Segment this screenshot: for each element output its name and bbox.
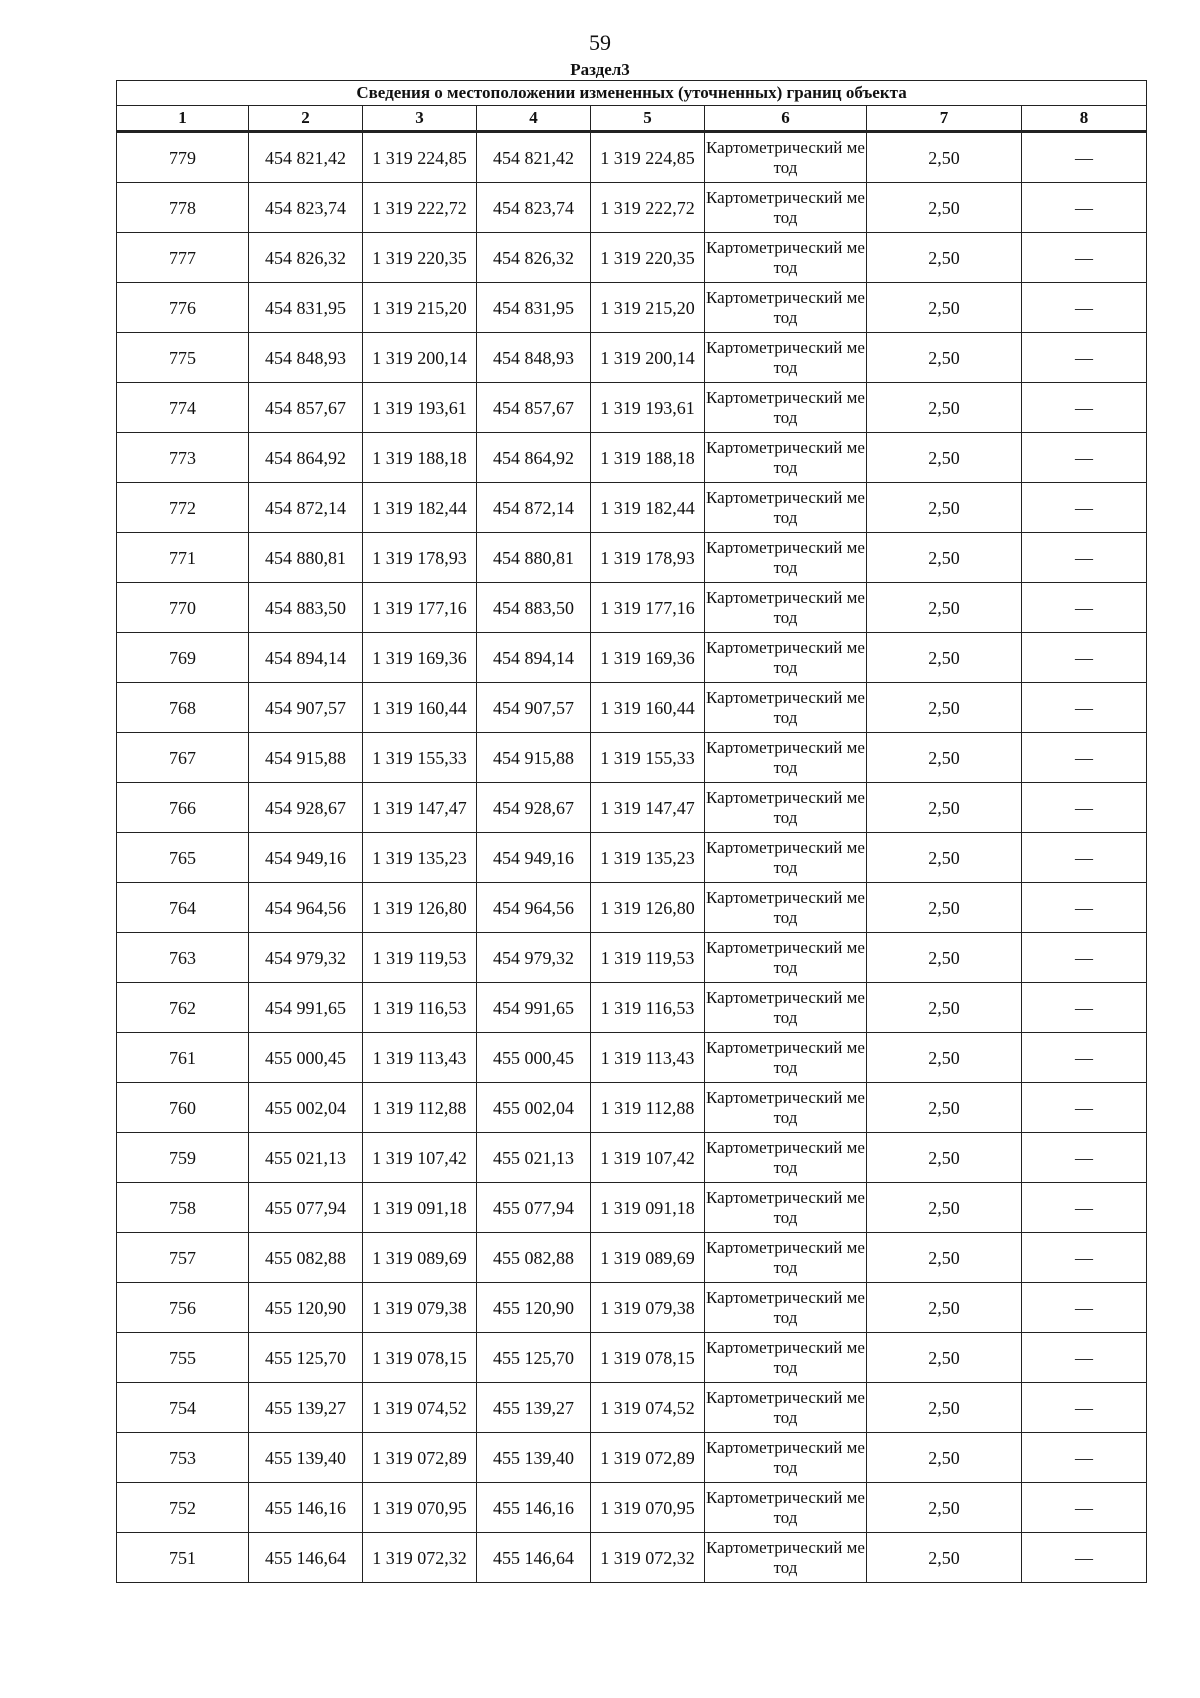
table-row [117, 933, 1147, 983]
cell-old-y: 1 319 177,16 [363, 583, 477, 633]
table-row [117, 683, 1147, 733]
cell-new-x: 454 823,74 [477, 183, 591, 233]
cell-new-y: 1 319 155,33 [591, 733, 705, 783]
table-row [117, 1333, 1147, 1383]
cell-method: Картометрический метод [705, 833, 867, 883]
cell-point-number: 773 [117, 433, 249, 483]
cell-old-y: 1 319 116,53 [363, 983, 477, 1033]
cell-new-y: 1 319 147,47 [591, 783, 705, 833]
cell-new-y: 1 319 116,53 [591, 983, 705, 1033]
cell-description: — [1022, 1233, 1147, 1283]
table-row [117, 1533, 1147, 1583]
cell-new-x: 454 826,32 [477, 233, 591, 283]
cell-method: Картометрический метод [705, 433, 867, 483]
cell-new-x: 454 857,67 [477, 383, 591, 433]
cell-new-y: 1 319 119,53 [591, 933, 705, 983]
cell-method: Картометрический метод [705, 1033, 867, 1083]
cell-old-x: 455 082,88 [249, 1233, 363, 1283]
cell-point-number: 763 [117, 933, 249, 983]
table-row [117, 533, 1147, 583]
cell-new-y: 1 319 079,38 [591, 1283, 705, 1333]
cell-new-x: 455 077,94 [477, 1183, 591, 1233]
table-row [117, 333, 1147, 383]
cell-accuracy: 2,50 [867, 633, 1022, 683]
cell-new-x: 455 146,16 [477, 1483, 591, 1533]
cell-new-x: 454 894,14 [477, 633, 591, 683]
column-number: 5 [591, 106, 705, 132]
cell-old-y: 1 319 193,61 [363, 383, 477, 433]
table-caption-row [117, 81, 1147, 106]
table-row [117, 983, 1147, 1033]
cell-old-x: 454 880,81 [249, 533, 363, 583]
cell-new-y: 1 319 126,80 [591, 883, 705, 933]
cell-accuracy: 2,50 [867, 1533, 1022, 1583]
cell-new-y: 1 319 107,42 [591, 1133, 705, 1183]
cell-method: Картометрический метод [705, 933, 867, 983]
cell-new-y: 1 319 072,89 [591, 1433, 705, 1483]
cell-method: Картометрический метод [705, 1333, 867, 1383]
cell-new-x: 455 002,04 [477, 1083, 591, 1133]
cell-new-y: 1 319 074,52 [591, 1383, 705, 1433]
cell-old-x: 454 848,93 [249, 333, 363, 383]
cell-old-y: 1 319 078,15 [363, 1333, 477, 1383]
cell-description: — [1022, 833, 1147, 883]
cell-method: Картометрический метод [705, 1283, 867, 1333]
cell-new-y: 1 319 182,44 [591, 483, 705, 533]
cell-old-x: 455 120,90 [249, 1283, 363, 1333]
cell-old-x: 455 002,04 [249, 1083, 363, 1133]
cell-description: — [1022, 683, 1147, 733]
cell-method: Картометрический метод [705, 583, 867, 633]
cell-description: — [1022, 733, 1147, 783]
cell-method: Картометрический метод [705, 283, 867, 333]
cell-new-x: 454 872,14 [477, 483, 591, 533]
cell-new-x: 454 991,65 [477, 983, 591, 1033]
cell-accuracy: 2,50 [867, 132, 1022, 183]
cell-old-y: 1 319 079,38 [363, 1283, 477, 1333]
cell-old-y: 1 319 091,18 [363, 1183, 477, 1233]
cell-new-x: 454 821,42 [477, 132, 591, 183]
cell-accuracy: 2,50 [867, 1133, 1022, 1183]
cell-description: — [1022, 1133, 1147, 1183]
cell-new-x: 455 120,90 [477, 1283, 591, 1333]
table-caption: Сведения о местоположении измененных (уточненных) границ объекта [117, 81, 1147, 106]
table-row [117, 733, 1147, 783]
cell-accuracy: 2,50 [867, 1333, 1022, 1383]
cell-accuracy: 2,50 [867, 283, 1022, 333]
cell-description: — [1022, 1083, 1147, 1133]
cell-point-number: 755 [117, 1333, 249, 1383]
table-row [117, 1183, 1147, 1233]
table-row [117, 633, 1147, 683]
cell-new-x: 454 864,92 [477, 433, 591, 483]
cell-new-y: 1 319 188,18 [591, 433, 705, 483]
cell-new-x: 455 082,88 [477, 1233, 591, 1283]
cell-point-number: 764 [117, 883, 249, 933]
cell-description: — [1022, 433, 1147, 483]
cell-old-x: 454 826,32 [249, 233, 363, 283]
table-row [117, 1433, 1147, 1483]
cell-old-y: 1 319 220,35 [363, 233, 477, 283]
cell-accuracy: 2,50 [867, 683, 1022, 733]
page-number: 59 [589, 30, 611, 55]
cell-accuracy: 2,50 [867, 533, 1022, 583]
cell-new-x: 454 848,93 [477, 333, 591, 383]
cell-point-number: 775 [117, 333, 249, 383]
cell-point-number: 779 [117, 132, 249, 183]
cell-point-number: 761 [117, 1033, 249, 1083]
table-row [117, 583, 1147, 633]
cell-old-y: 1 319 224,85 [363, 132, 477, 183]
cell-method: Картометрический метод [705, 783, 867, 833]
cell-point-number: 765 [117, 833, 249, 883]
cell-description: — [1022, 883, 1147, 933]
cell-method: Картометрический метод [705, 383, 867, 433]
cell-new-y: 1 319 220,35 [591, 233, 705, 283]
cell-description: — [1022, 1333, 1147, 1383]
cell-description: — [1022, 633, 1147, 683]
cell-new-x: 454 928,67 [477, 783, 591, 833]
cell-old-x: 454 949,16 [249, 833, 363, 883]
cell-old-y: 1 319 074,52 [363, 1383, 477, 1433]
cell-description: — [1022, 483, 1147, 533]
cell-old-y: 1 319 089,69 [363, 1233, 477, 1283]
cell-method: Картометрический метод [705, 483, 867, 533]
cell-method: Картометрический метод [705, 1383, 867, 1433]
cell-old-x: 454 872,14 [249, 483, 363, 533]
table-row [117, 833, 1147, 883]
cell-accuracy: 2,50 [867, 383, 1022, 433]
cell-new-y: 1 319 113,43 [591, 1033, 705, 1083]
cell-method: Картометрический метод [705, 333, 867, 383]
cell-description: — [1022, 783, 1147, 833]
cell-accuracy: 2,50 [867, 783, 1022, 833]
cell-old-y: 1 319 155,33 [363, 733, 477, 783]
cell-new-y: 1 319 193,61 [591, 383, 705, 433]
cell-point-number: 757 [117, 1233, 249, 1283]
boundary-table [116, 80, 1147, 1583]
cell-old-x: 454 821,42 [249, 132, 363, 183]
cell-description: — [1022, 1483, 1147, 1533]
cell-point-number: 768 [117, 683, 249, 733]
cell-old-x: 454 915,88 [249, 733, 363, 783]
cell-accuracy: 2,50 [867, 233, 1022, 283]
table-row [117, 883, 1147, 933]
cell-old-x: 455 146,64 [249, 1533, 363, 1583]
table-row [117, 383, 1147, 433]
cell-method: Картометрический метод [705, 1183, 867, 1233]
cell-old-y: 1 319 119,53 [363, 933, 477, 983]
cell-old-x: 454 883,50 [249, 583, 363, 633]
cell-method: Картометрический метод [705, 1233, 867, 1283]
cell-point-number: 759 [117, 1133, 249, 1183]
cell-new-y: 1 319 215,20 [591, 283, 705, 333]
cell-accuracy: 2,50 [867, 1033, 1022, 1083]
cell-old-y: 1 319 126,80 [363, 883, 477, 933]
cell-method: Картометрический метод [705, 1533, 867, 1583]
cell-old-y: 1 319 215,20 [363, 283, 477, 333]
cell-old-y: 1 319 200,14 [363, 333, 477, 383]
cell-new-x: 454 883,50 [477, 583, 591, 633]
cell-old-y: 1 319 107,42 [363, 1133, 477, 1183]
cell-old-y: 1 319 222,72 [363, 183, 477, 233]
table-row [117, 1133, 1147, 1183]
cell-old-y: 1 319 072,89 [363, 1433, 477, 1483]
cell-method: Картометрический метод [705, 1083, 867, 1133]
table-row [117, 1483, 1147, 1533]
cell-description: — [1022, 283, 1147, 333]
cell-old-y: 1 319 113,43 [363, 1033, 477, 1083]
cell-description: — [1022, 1533, 1147, 1583]
cell-point-number: 771 [117, 533, 249, 583]
column-number: 8 [1022, 106, 1147, 132]
cell-old-x: 454 979,32 [249, 933, 363, 983]
column-number: 3 [363, 106, 477, 132]
cell-point-number: 770 [117, 583, 249, 633]
cell-new-y: 1 319 112,88 [591, 1083, 705, 1133]
table-row [117, 183, 1147, 233]
cell-method: Картометрический метод [705, 183, 867, 233]
table-body [117, 81, 1147, 1583]
cell-description: — [1022, 1383, 1147, 1433]
cell-new-y: 1 319 135,23 [591, 833, 705, 883]
cell-old-x: 454 857,67 [249, 383, 363, 433]
cell-old-x: 454 894,14 [249, 633, 363, 683]
table-row [117, 1083, 1147, 1133]
cell-old-x: 455 000,45 [249, 1033, 363, 1083]
cell-point-number: 774 [117, 383, 249, 433]
column-number: 4 [477, 106, 591, 132]
cell-new-x: 454 915,88 [477, 733, 591, 783]
cell-old-x: 455 077,94 [249, 1183, 363, 1233]
cell-old-x: 455 146,16 [249, 1483, 363, 1533]
cell-point-number: 772 [117, 483, 249, 533]
cell-new-y: 1 319 177,16 [591, 583, 705, 633]
cell-accuracy: 2,50 [867, 883, 1022, 933]
cell-method: Картометрический метод [705, 983, 867, 1033]
cell-new-y: 1 319 160,44 [591, 683, 705, 733]
cell-description: — [1022, 933, 1147, 983]
cell-new-x: 454 964,56 [477, 883, 591, 933]
cell-accuracy: 2,50 [867, 983, 1022, 1033]
cell-description: — [1022, 533, 1147, 583]
section-title: Раздел3 [570, 60, 630, 79]
cell-new-x: 454 979,32 [477, 933, 591, 983]
cell-method: Картометрический метод [705, 233, 867, 283]
cell-description: — [1022, 132, 1147, 183]
cell-old-x: 454 823,74 [249, 183, 363, 233]
cell-point-number: 766 [117, 783, 249, 833]
table-row [117, 1233, 1147, 1283]
table-row [117, 1033, 1147, 1083]
cell-point-number: 776 [117, 283, 249, 333]
cell-point-number: 777 [117, 233, 249, 283]
cell-accuracy: 2,50 [867, 1483, 1022, 1533]
cell-method: Картометрический метод [705, 683, 867, 733]
cell-accuracy: 2,50 [867, 1433, 1022, 1483]
cell-description: — [1022, 1183, 1147, 1233]
cell-point-number: 760 [117, 1083, 249, 1133]
cell-method: Картометрический метод [705, 1133, 867, 1183]
cell-description: — [1022, 183, 1147, 233]
cell-new-y: 1 319 222,72 [591, 183, 705, 233]
cell-accuracy: 2,50 [867, 933, 1022, 983]
table-row [117, 1283, 1147, 1333]
cell-new-x: 455 139,40 [477, 1433, 591, 1483]
cell-point-number: 767 [117, 733, 249, 783]
cell-description: — [1022, 583, 1147, 633]
cell-old-x: 454 928,67 [249, 783, 363, 833]
cell-new-x: 455 021,13 [477, 1133, 591, 1183]
table-row [117, 783, 1147, 833]
cell-point-number: 758 [117, 1183, 249, 1233]
cell-new-x: 455 146,64 [477, 1533, 591, 1583]
cell-new-y: 1 319 072,32 [591, 1533, 705, 1583]
cell-new-x: 455 139,27 [477, 1383, 591, 1433]
table-row [117, 283, 1147, 333]
cell-new-y: 1 319 091,18 [591, 1183, 705, 1233]
cell-new-x: 455 125,70 [477, 1333, 591, 1383]
cell-point-number: 762 [117, 983, 249, 1033]
cell-method: Картометрический метод [705, 533, 867, 583]
cell-new-y: 1 319 224,85 [591, 132, 705, 183]
cell-new-x: 454 831,95 [477, 283, 591, 333]
cell-new-x: 454 949,16 [477, 833, 591, 883]
cell-old-y: 1 319 112,88 [363, 1083, 477, 1133]
column-number: 6 [705, 106, 867, 132]
column-number: 7 [867, 106, 1022, 132]
cell-accuracy: 2,50 [867, 1283, 1022, 1333]
cell-old-x: 455 125,70 [249, 1333, 363, 1383]
cell-point-number: 778 [117, 183, 249, 233]
cell-old-x: 454 964,56 [249, 883, 363, 933]
table-row [117, 483, 1147, 533]
cell-new-y: 1 319 200,14 [591, 333, 705, 383]
cell-accuracy: 2,50 [867, 433, 1022, 483]
cell-new-y: 1 319 078,15 [591, 1333, 705, 1383]
cell-accuracy: 2,50 [867, 1183, 1022, 1233]
cell-accuracy: 2,50 [867, 1233, 1022, 1283]
cell-old-y: 1 319 182,44 [363, 483, 477, 533]
cell-accuracy: 2,50 [867, 1083, 1022, 1133]
cell-accuracy: 2,50 [867, 733, 1022, 783]
cell-accuracy: 2,50 [867, 183, 1022, 233]
column-number: 2 [249, 106, 363, 132]
table-row [117, 132, 1147, 183]
cell-accuracy: 2,50 [867, 833, 1022, 883]
table-row [117, 1383, 1147, 1433]
cell-method: Картометрический метод [705, 1433, 867, 1483]
cell-method: Картометрический метод [705, 132, 867, 183]
cell-point-number: 753 [117, 1433, 249, 1483]
cell-point-number: 754 [117, 1383, 249, 1433]
cell-new-y: 1 319 178,93 [591, 533, 705, 583]
cell-point-number: 769 [117, 633, 249, 683]
cell-method: Картометрический метод [705, 1483, 867, 1533]
cell-old-x: 455 021,13 [249, 1133, 363, 1183]
cell-description: — [1022, 383, 1147, 433]
table-row [117, 433, 1147, 483]
cell-old-x: 455 139,40 [249, 1433, 363, 1483]
cell-point-number: 752 [117, 1483, 249, 1533]
cell-new-x: 454 907,57 [477, 683, 591, 733]
cell-new-y: 1 319 169,36 [591, 633, 705, 683]
cell-method: Картометрический метод [705, 733, 867, 783]
column-number: 1 [117, 106, 249, 132]
cell-description: — [1022, 983, 1147, 1033]
cell-old-y: 1 319 188,18 [363, 433, 477, 483]
cell-accuracy: 2,50 [867, 1383, 1022, 1433]
cell-point-number: 751 [117, 1533, 249, 1583]
cell-new-x: 454 880,81 [477, 533, 591, 583]
cell-method: Картометрический метод [705, 883, 867, 933]
cell-old-x: 454 864,92 [249, 433, 363, 483]
cell-old-y: 1 319 160,44 [363, 683, 477, 733]
cell-method: Картометрический метод [705, 633, 867, 683]
cell-point-number: 756 [117, 1283, 249, 1333]
cell-old-y: 1 319 169,36 [363, 633, 477, 683]
table-row [117, 233, 1147, 283]
cell-old-x: 454 907,57 [249, 683, 363, 733]
cell-old-y: 1 319 178,93 [363, 533, 477, 583]
cell-old-y: 1 319 147,47 [363, 783, 477, 833]
cell-new-y: 1 319 089,69 [591, 1233, 705, 1283]
cell-description: — [1022, 1033, 1147, 1083]
cell-accuracy: 2,50 [867, 333, 1022, 383]
column-number-row [117, 106, 1147, 132]
cell-new-x: 455 000,45 [477, 1033, 591, 1083]
cell-old-y: 1 319 135,23 [363, 833, 477, 883]
cell-description: — [1022, 233, 1147, 283]
cell-old-y: 1 319 070,95 [363, 1483, 477, 1533]
cell-description: — [1022, 333, 1147, 383]
cell-old-x: 454 831,95 [249, 283, 363, 333]
cell-old-x: 455 139,27 [249, 1383, 363, 1433]
cell-accuracy: 2,50 [867, 483, 1022, 533]
cell-new-y: 1 319 070,95 [591, 1483, 705, 1533]
cell-old-y: 1 319 072,32 [363, 1533, 477, 1583]
cell-old-x: 454 991,65 [249, 983, 363, 1033]
cell-description: — [1022, 1283, 1147, 1333]
cell-description: — [1022, 1433, 1147, 1483]
cell-accuracy: 2,50 [867, 583, 1022, 633]
